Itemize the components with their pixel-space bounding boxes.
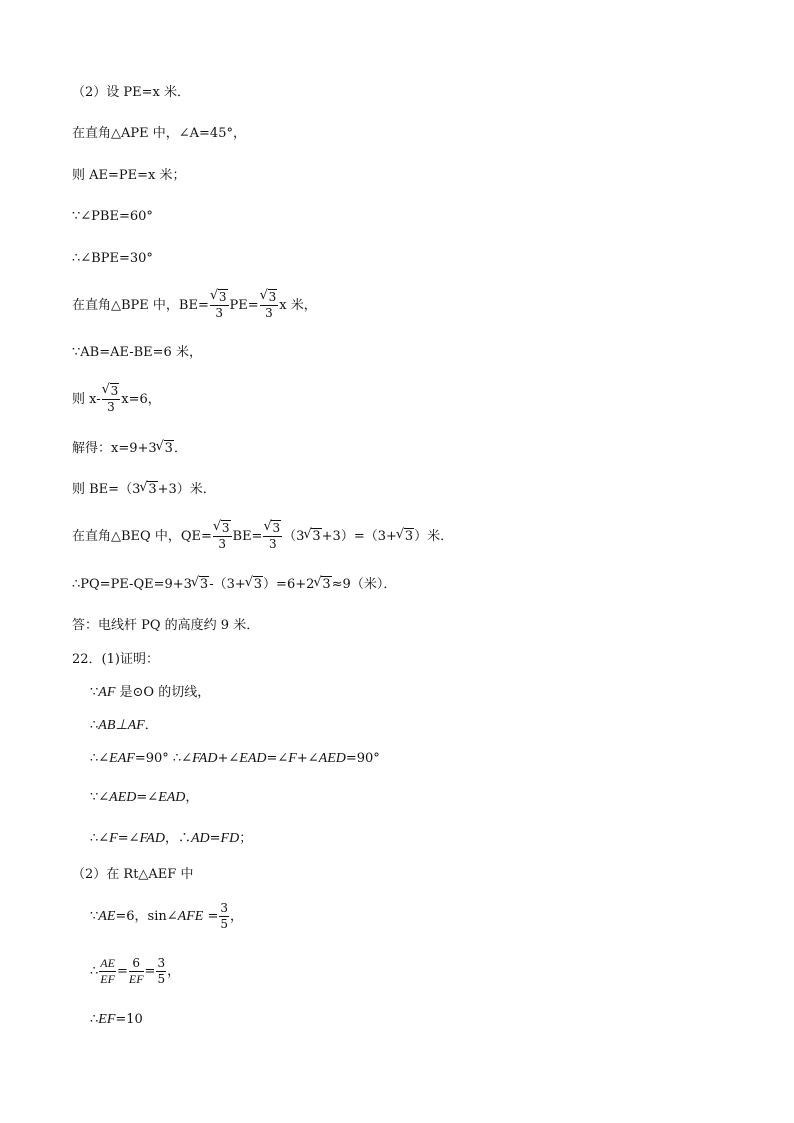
line-2: 在直角△APE 中，∠A=45°， (72, 126, 246, 141)
line-23: ∴EF=10 (90, 1012, 143, 1027)
fraction: √ $\frac{3}{3}$ (210, 290, 229, 321)
line-9: 解得：x=9+3√ 3． (72, 440, 187, 458)
sqrt-3: √ 3 (157, 440, 174, 458)
fraction: $\frac{6}{EF}$ (128, 956, 144, 986)
line-4: ∵∠PBE=60° (72, 209, 153, 224)
line-12: ∴PQ=PE-QE=9+3√ 3-（3+√ 3）=6+2√ 3≈9（米）． (72, 576, 396, 594)
line-16: ∴AB⊥AF． (90, 718, 158, 733)
line-13: 答：电线杆 PQ 的高度约 9 米． (72, 618, 260, 633)
line-22: ∴ $\frac{AE}{EF}$ = $\frac{6}{EF}$ = $\frac{3}{5}$ ， (90, 956, 181, 986)
line-1: （2）设 PE=x 米． (72, 85, 190, 100)
line-15: ∵AF 是⊙O 的切线， (90, 685, 211, 700)
line-17: ∴∠EAF=90° ∴∠FAD+∠EAD=∠F+∠AED=90° (90, 751, 380, 766)
line-10: 则 BE=（3√ 3+3）米． (72, 481, 216, 499)
fraction: √ $\frac{3}{3}$ (263, 521, 282, 552)
line-6: 在直角△BPE 中，BE= √ $\frac{3}{3}$ PE= √ $\frac{3}{3}$ x 米， (72, 290, 317, 321)
line-19: ∴∠F=∠FAD，∴AD=FD； (90, 831, 253, 846)
sqrt-3: √ 3 (140, 481, 157, 499)
line-14: 22．(1)证明： (72, 652, 159, 667)
fraction: $\frac{3}{5}$ (157, 956, 166, 986)
fraction: √ $\frac{3}{3}$ (260, 290, 279, 321)
line-20: （2）在 Rt△AEF 中 (72, 867, 194, 882)
fraction: √ $\frac{3}{3}$ (213, 521, 232, 552)
fraction: √ $\frac{3}{3}$ (102, 384, 121, 415)
line-5: ∴∠BPE=30° (72, 251, 153, 266)
line-18: ∵∠AED=∠EAD， (90, 790, 199, 805)
line-8: 则 x- √ $\frac{3}{3}$ x=6， (72, 384, 161, 415)
fraction: $\frac{AE}{EF}$ (100, 956, 115, 986)
fraction: $\frac{3}{5}$ (220, 901, 228, 931)
line-3: 则 AE=PE=x 米； (72, 168, 186, 183)
line-7: ∵AB=AE-BE=6 米， (72, 345, 202, 360)
line-21: ∵AE=6，sin∠AFE = $\frac{3}{5}$ ， (90, 901, 243, 931)
line-11: 在直角△BEQ 中，QE= √ $\frac{3}{3}$ BE= √ $\frac{3}{3}$ （3√ 3+3）=（3+√ 3）米． (72, 521, 453, 552)
